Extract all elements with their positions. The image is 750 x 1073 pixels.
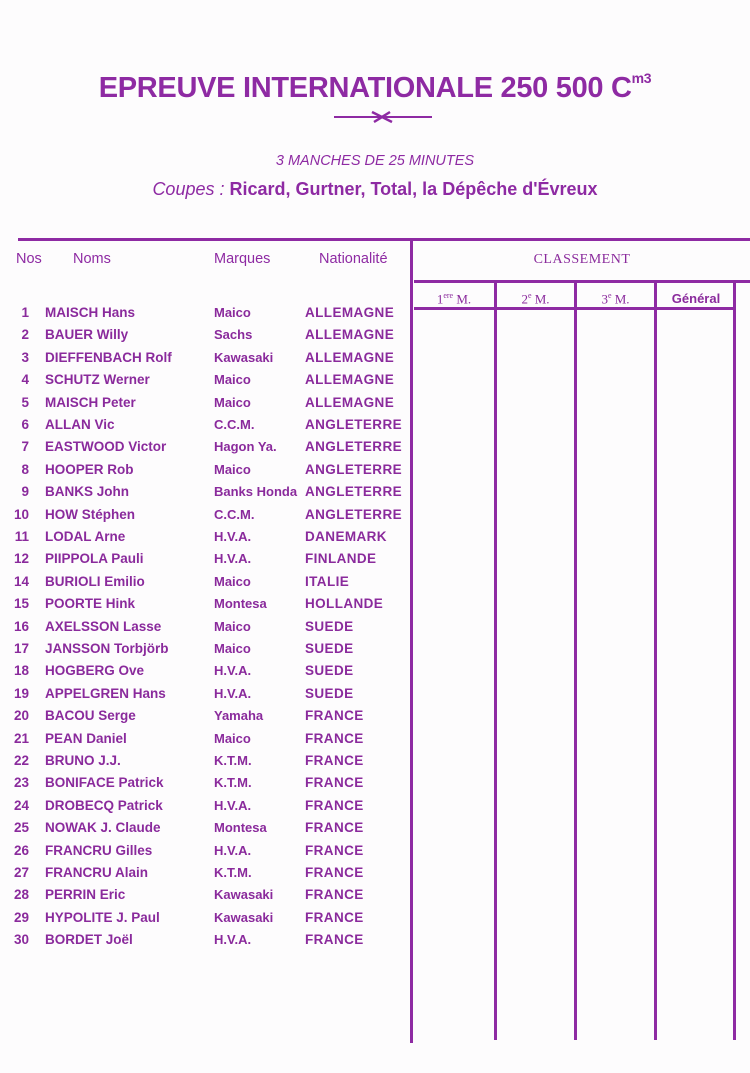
rider-name: BANKS John [45, 484, 129, 500]
rider-nationality: SUEDE [305, 685, 354, 701]
rider-make: K.T.M. [214, 775, 252, 791]
manche-3-num: 3 [601, 291, 608, 307]
rider-make: Maico [214, 461, 251, 477]
rider-nationality: FRANCE [305, 708, 364, 724]
table-row [0, 932, 410, 952]
rider-nationality: FRANCE [305, 842, 364, 858]
table-row [0, 619, 410, 639]
rider-number: 24 [13, 797, 29, 813]
rider-nationality: ANGLETERRE [305, 417, 403, 432]
rider-name: HYPOLITE J. Paul [45, 909, 160, 925]
rider-make: K.T.M. [214, 865, 252, 880]
manche-2-num: 2 [521, 291, 528, 307]
table-row [0, 574, 410, 594]
manche-2-label: M. [531, 291, 550, 307]
rider-number: 6 [21, 417, 29, 432]
table-row [0, 865, 410, 885]
rider-number: 5 [21, 394, 29, 410]
rider-make: Maico [214, 641, 251, 656]
rider-number: 4 [21, 372, 29, 388]
classement-left-border [410, 240, 413, 1043]
rider-name: JANSSON Torbjörb [45, 641, 169, 656]
rider-make: Yamaha [214, 708, 264, 724]
table-row [0, 596, 410, 616]
rider-nationality: FRANCE [305, 887, 364, 903]
rider-number: 8 [21, 461, 29, 477]
rider-number: 18 [13, 663, 29, 679]
table-row [0, 910, 410, 930]
table-row [0, 641, 410, 661]
manche-1-header [414, 291, 494, 307]
table-row [0, 439, 410, 459]
rider-nationality: FRANCE [305, 865, 364, 880]
rider-name: LODAL Arne [45, 529, 126, 544]
rider-nationality: ALLEMAGNE [305, 372, 395, 388]
header-nos: Nos [16, 251, 42, 267]
table-row [0, 305, 410, 325]
classement-rule [414, 280, 750, 283]
rider-name: BORDET Joël [45, 932, 133, 948]
rider-name: MAISCH Hans [45, 305, 136, 320]
rider-make: Sachs [214, 327, 253, 343]
table-row [0, 798, 410, 818]
rider-number: 14 [13, 573, 29, 589]
rider-nationality: ANGLETERRE [305, 439, 403, 455]
manche-1-num: 1 [436, 291, 444, 307]
rider-number: 15 [13, 596, 29, 612]
rider-make: H.V.A. [214, 932, 252, 948]
rider-name: BRUNO J.J. [45, 753, 121, 768]
rider-make: H.V.A. [214, 529, 252, 544]
rider-make: Montesa [214, 596, 267, 612]
rider-nationality: ANGLETERRE [305, 484, 403, 500]
rider-name: HOOPER Rob [45, 461, 134, 477]
rider-nationality: ITALIE [305, 573, 350, 589]
rider-nationality: ALLEMAGNE [305, 305, 395, 320]
rider-nationality: SUEDE [305, 663, 354, 679]
rider-make: H.V.A. [214, 797, 252, 813]
cups-label: Coupes : [152, 179, 230, 199]
rider-name: NOWAK J. Claude [45, 820, 161, 836]
column-divider-2 [574, 283, 577, 1040]
rider-make: H.V.A. [214, 551, 252, 567]
rider-make: Maico [214, 394, 251, 410]
table-row [0, 551, 410, 571]
rider-name: FRANCRU Alain [45, 865, 148, 880]
rider-name: PEAN Daniel [45, 730, 127, 746]
rider-nationality: SUEDE [305, 618, 354, 634]
rider-name: BAUER Willy [45, 327, 129, 343]
rider-name: ALLAN Vic [45, 417, 115, 432]
table-row [0, 887, 410, 907]
table-row [0, 350, 410, 370]
rider-number: 19 [13, 685, 29, 701]
rider-number: 10 [13, 506, 29, 522]
manche-3-label: M. [611, 291, 630, 307]
rider-nationality: ANGLETERRE [305, 506, 403, 522]
rider-name: POORTE Hink [45, 596, 136, 612]
rider-number: 11 [14, 529, 29, 544]
table-row [0, 820, 410, 840]
rider-make: Maico [214, 618, 251, 634]
rider-make: Maico [214, 573, 251, 589]
page-title [0, 70, 750, 105]
manche-2-header [497, 291, 574, 307]
table-row [0, 395, 410, 415]
header-noms: Noms [73, 251, 111, 267]
rider-number: 7 [21, 439, 29, 455]
rider-number: 22 [13, 753, 29, 768]
rider-name: PERRIN Eric [45, 887, 126, 903]
rider-make: Kawasaki [214, 909, 274, 925]
table-row [0, 731, 410, 751]
manche-1-sup: ere [443, 291, 454, 300]
rider-name: DIEFFENBACH Rolf [45, 349, 172, 365]
table-row [0, 775, 410, 795]
title-ornament [334, 109, 432, 125]
rider-nationality: HOLLANDE [305, 596, 384, 612]
rider-number: 26 [13, 842, 29, 858]
rider-make: H.V.A. [214, 842, 252, 858]
table-row [0, 708, 410, 728]
rider-nationality: ANGLETERRE [305, 461, 403, 477]
rider-name: HOW Stéphen [45, 506, 135, 522]
table-row [0, 417, 410, 437]
rider-make: H.V.A. [214, 685, 252, 701]
rider-nationality: FRANCE [305, 932, 364, 948]
header-classement: CLASSEMENT [533, 252, 631, 267]
rider-number: 3 [21, 349, 29, 365]
rider-number: 16 [13, 618, 29, 634]
header-nationalite: Nationalité [319, 251, 388, 267]
manche-2-sup: e [527, 291, 532, 300]
rider-make: H.V.A. [214, 663, 252, 679]
rider-number: 12 [13, 551, 29, 567]
rider-name: BONIFACE Patrick [45, 775, 164, 791]
table-row [0, 686, 410, 706]
table-row [0, 462, 410, 482]
table-row [0, 843, 410, 863]
rider-number: 2 [21, 327, 29, 343]
page-title-text: EPREUVE INTERNATIONALE 250 500 C [98, 72, 632, 104]
rider-nationality: FRANCE [305, 797, 364, 813]
rider-nationality: DANEMARK [305, 529, 387, 544]
rider-name: BURIOLI Emilio [45, 573, 145, 589]
rider-nationality: FRANCE [305, 730, 364, 746]
rider-nationality: FRANCE [305, 753, 364, 768]
column-divider-3 [654, 283, 657, 1040]
rider-name: PIIPPOLA Pauli [45, 551, 144, 567]
rider-nationality: FRANCE [305, 775, 364, 791]
rider-nationality: ALLEMAGNE [305, 327, 395, 343]
manche-3-header [577, 291, 654, 307]
heats-subtitle: 3 MANCHES DE 25 MINUTES [275, 153, 475, 169]
rider-number: 20 [13, 708, 29, 724]
rider-make: Maico [214, 372, 251, 388]
rider-make: Hagon Ya. [214, 439, 277, 455]
table-row [0, 507, 410, 527]
rider-number: 25 [13, 820, 29, 836]
table-row [0, 484, 410, 504]
manche-1-label: M. [453, 291, 472, 307]
general-label: Général [671, 291, 721, 306]
rider-make: Banks Honda [214, 484, 298, 500]
table-row [0, 372, 410, 392]
rider-make: C.C.M. [214, 506, 255, 522]
rider-make: Maico [214, 305, 251, 320]
table-row [0, 529, 410, 549]
rider-name: EASTWOOD Victor [45, 439, 167, 455]
rider-nationality: ALLEMAGNE [305, 394, 395, 410]
rider-number: 28 [13, 887, 29, 903]
table-row [0, 663, 410, 683]
rider-name: DROBECQ Patrick [45, 797, 163, 813]
rider-nationality: FRANCE [305, 820, 364, 836]
rider-make: Maico [214, 730, 251, 746]
cups-line [0, 179, 750, 200]
rider-name: HOGBERG Ove [45, 663, 145, 679]
rider-make: Kawasaki [214, 887, 274, 903]
rider-name: AXELSSON Lasse [45, 618, 162, 634]
rider-number: 30 [13, 932, 29, 948]
rider-name: FRANCRU Gilles [45, 842, 153, 858]
rider-name: APPELGREN Hans [45, 685, 166, 701]
manche-3-sup: e [607, 291, 612, 300]
rider-number: 21 [13, 730, 29, 746]
header-marques: Marques [214, 251, 271, 267]
rider-name: SCHUTZ Werner [45, 372, 150, 388]
column-divider-4 [733, 283, 736, 1040]
page-title-unit: m3 [631, 70, 652, 86]
table-row [0, 327, 410, 347]
rider-number: 17 [13, 641, 29, 656]
rider-number: 1 [21, 305, 29, 320]
rider-number: 27 [13, 865, 29, 880]
rider-nationality: FRANCE [305, 909, 364, 925]
table-row [0, 753, 410, 773]
table-top-rule [18, 238, 750, 241]
column-divider-1 [494, 283, 497, 1040]
rider-name: MAISCH Peter [45, 394, 136, 410]
rider-name: BACOU Serge [45, 708, 136, 724]
rider-make: Montesa [214, 820, 267, 836]
rider-make: Kawasaki [214, 349, 274, 365]
rider-number: 23 [13, 775, 29, 791]
rider-number: 9 [21, 484, 29, 500]
rider-nationality: FINLANDE [305, 551, 377, 567]
rider-nationality: SUEDE [305, 641, 354, 656]
rider-number: 29 [13, 909, 29, 925]
rider-make: C.C.M. [214, 417, 255, 432]
rider-nationality: ALLEMAGNE [305, 349, 395, 365]
cups-names: Ricard, Gurtner, Total, la Dépêche d'Évreux [229, 179, 598, 199]
general-header [657, 291, 735, 306]
rider-make: K.T.M. [214, 753, 252, 768]
